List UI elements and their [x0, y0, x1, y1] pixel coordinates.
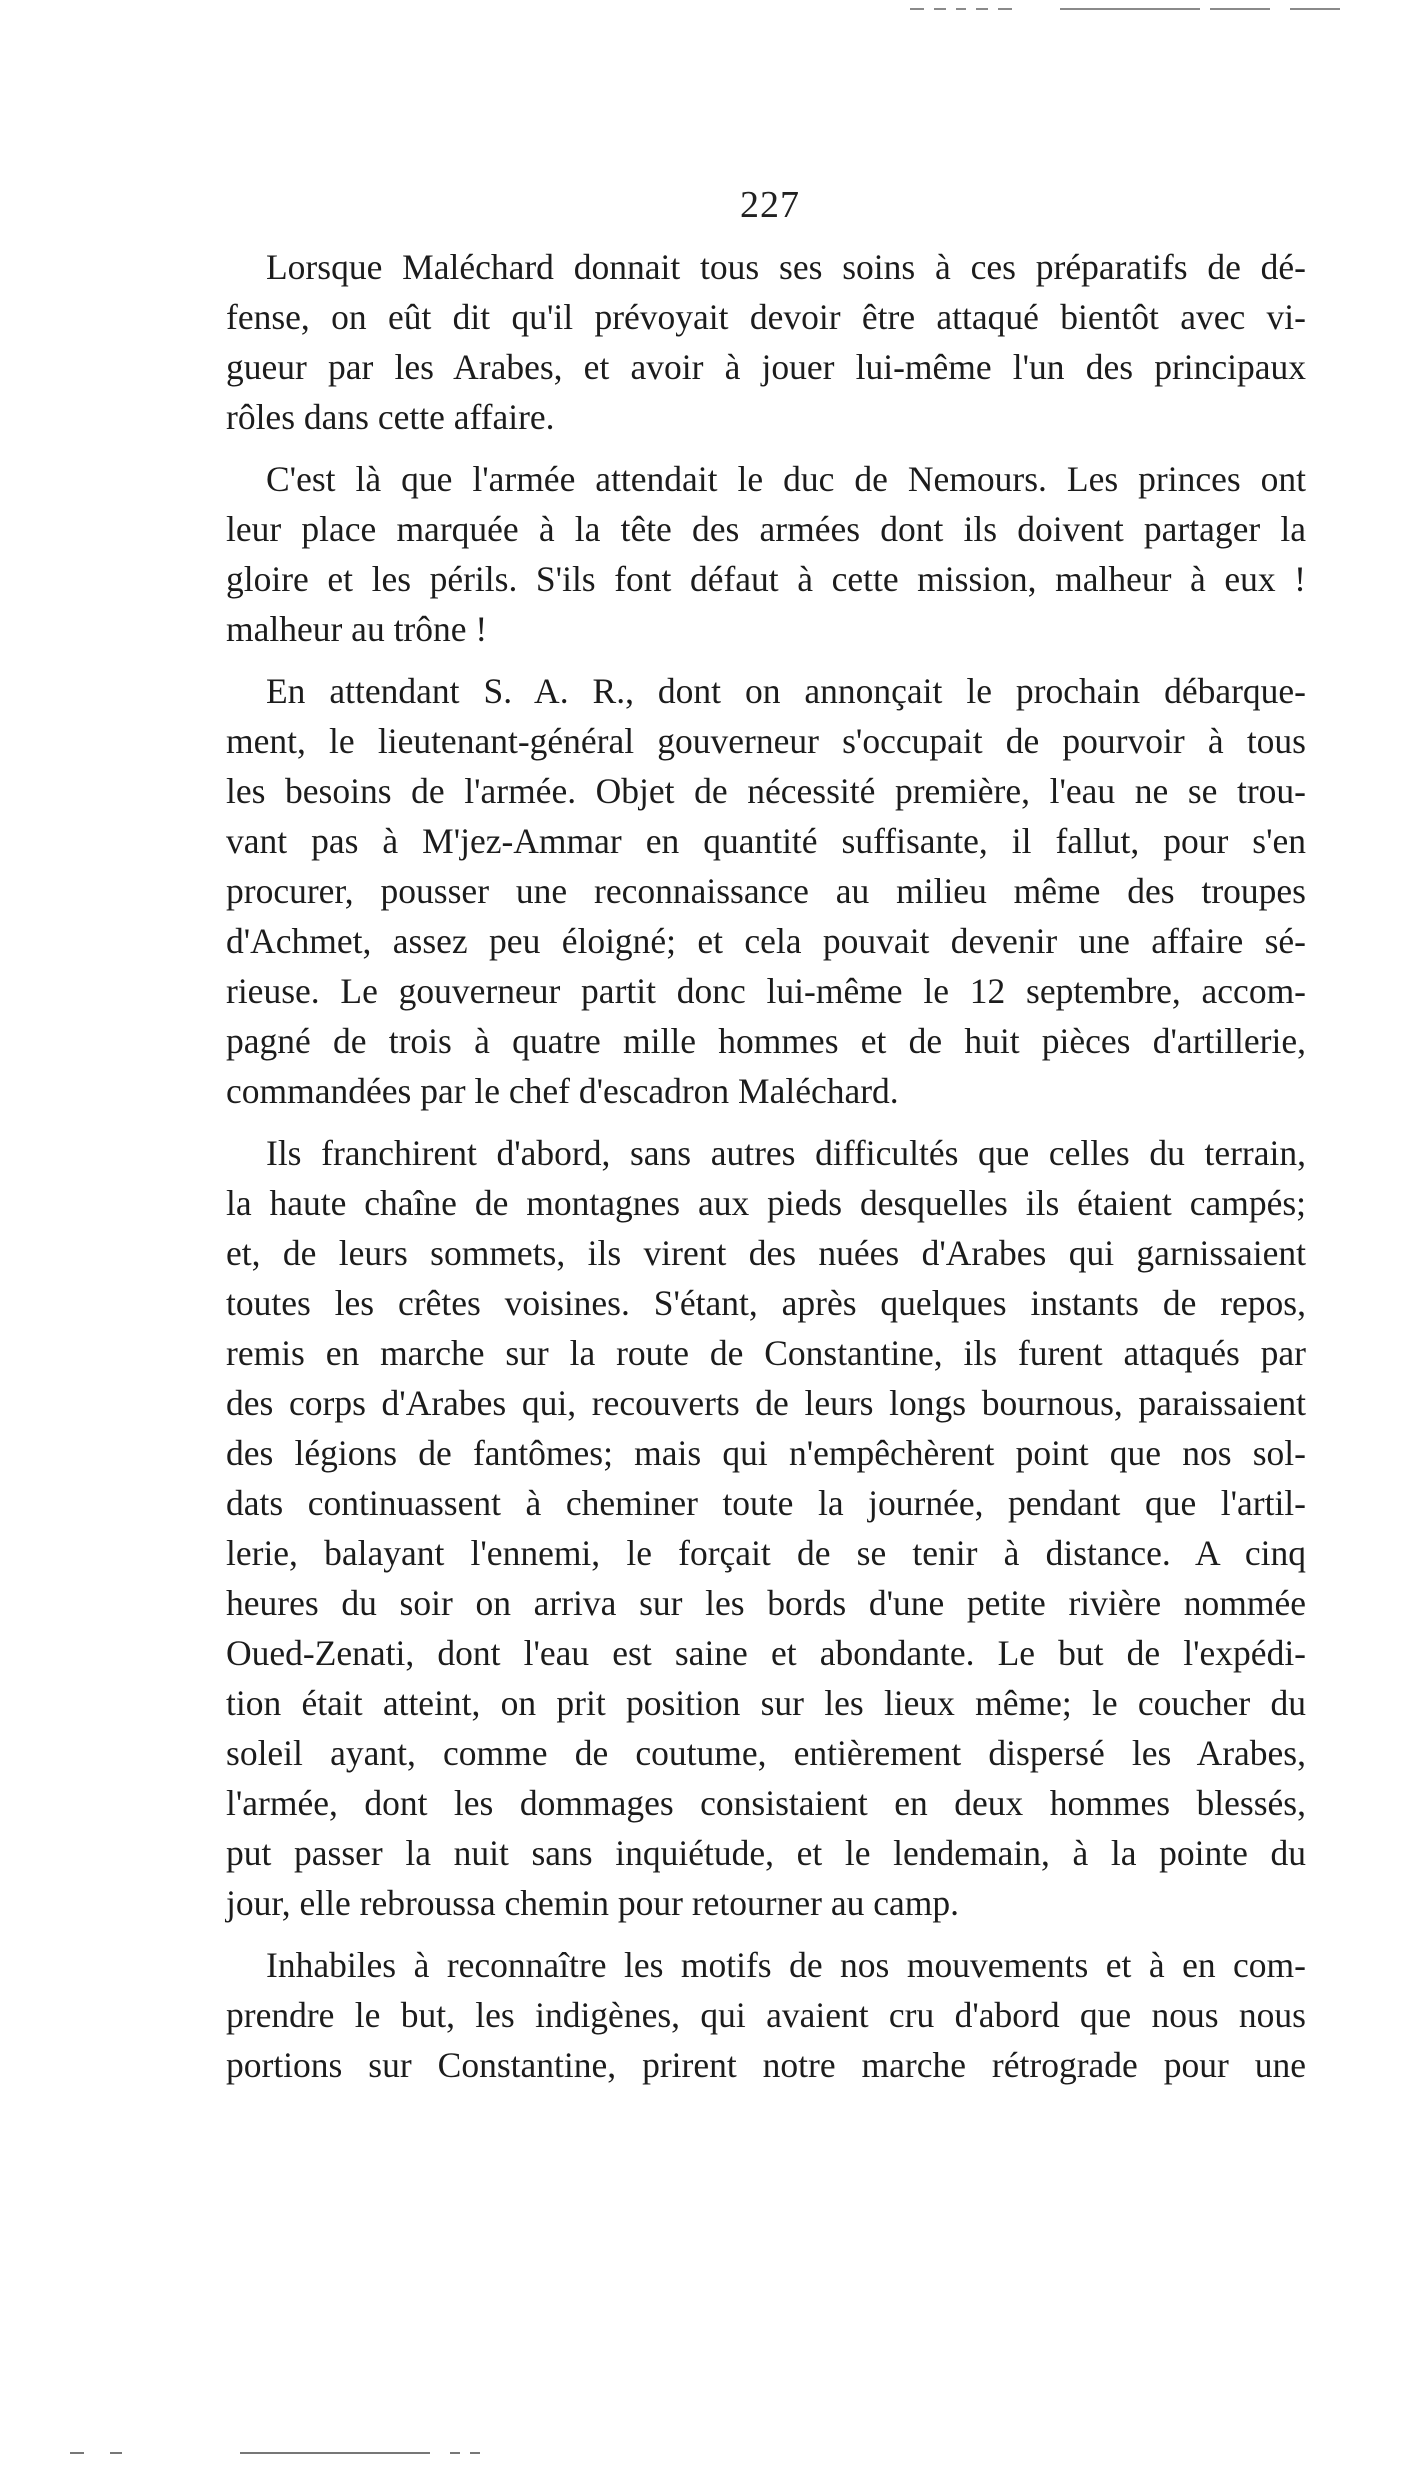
text-line: put passer la nuit sans inquiétude, et le lendemain, à la pointe du [226, 1833, 1306, 1873]
text-line: d'Achmet, assez peu éloigné; et cela pouvait devenir une affaire sé- [226, 921, 1306, 961]
paragraph [226, 666, 1306, 1116]
text-line: soleil ayant, comme de coutume, entièrement dispersé les Arabes, [226, 1733, 1306, 1773]
text-line: gueur par les Arabes, et avoir à jouer lui-même l'un des principaux [226, 347, 1306, 387]
text-line: ment, le lieutenant-général gouverneur s'occupait de pourvoir à tous [226, 721, 1306, 761]
text-line: prendre le but, les indigènes, qui avaient cru d'abord que nous nous [226, 1995, 1306, 2035]
page-number: 227 [740, 184, 800, 226]
text-line: portions sur Constantine, prirent notre marche rétrograde pour une [226, 2045, 1306, 2085]
text-line: gloire et les périls. S'ils font défaut à cette mission, malheur à eux ! [226, 559, 1306, 599]
text-line: les besoins de l'armée. Objet de nécessité première, l'eau ne se trou- [226, 771, 1306, 811]
text-line: toutes les crêtes voisines. S'étant, après quelques instants de repos, [226, 1283, 1306, 1323]
text-line: heures du soir on arriva sur les bords d'une petite rivière nommée [226, 1583, 1306, 1623]
paragraph [226, 1940, 1306, 2090]
text-line: jour, elle rebroussa chemin pour retourner au camp. [226, 1883, 959, 1923]
text-line: commandées par le chef d'escadron Maléchard. [226, 1071, 899, 1111]
text-line: dats continuassent à cheminer toute la journée, pendant que l'artil- [226, 1483, 1306, 1523]
text-line: l'armée, dont les dommages consistaient en deux hommes blessés, [226, 1783, 1306, 1823]
text-line: des légions de fantômes; mais qui n'empêchèrent point que nos sol- [226, 1433, 1306, 1473]
text-line: vant pas à M'jez-Ammar en quantité suffisante, il fallut, pour s'en [226, 821, 1306, 861]
text-line: rôles dans cette affaire. [226, 397, 555, 437]
text-line: des corps d'Arabes qui, recouverts de leurs longs bournous, paraissaient [226, 1383, 1306, 1423]
paragraph [226, 454, 1306, 654]
text-line: pagné de trois à quatre mille hommes et de huit pièces d'artillerie, [226, 1021, 1306, 1061]
text-line: Inhabiles à reconnaître les motifs de nos mouvements et à en com- [266, 1945, 1306, 1985]
text-line: malheur au trône ! [226, 609, 488, 649]
body-text [226, 242, 1306, 2102]
text-line: fense, on eût dit qu'il prévoyait devoir être attaqué bientôt avec vi- [226, 297, 1306, 337]
text-line: lerie, balayant l'ennemi, le forçait de se tenir à distance. A cinq [226, 1533, 1306, 1573]
paragraph [226, 1128, 1306, 1928]
text-line: Lorsque Maléchard donnait tous ses soins à ces préparatifs de dé- [266, 247, 1306, 287]
text-line: C'est là que l'armée attendait le duc de Nemours. Les princes ont [266, 459, 1306, 499]
text-line: leur place marquée à la tête des armées dont ils doivent partager la [226, 509, 1306, 549]
text-line: procurer, pousser une reconnaissance au milieu même des troupes [226, 871, 1306, 911]
text-line: En attendant S. A. R., dont on annonçait le prochain débarque- [266, 671, 1306, 711]
text-line: tion était atteint, on prit position sur les lieux même; le coucher du [226, 1683, 1306, 1723]
text-line: Oued-Zenati, dont l'eau est saine et abondante. Le but de l'expédi- [226, 1633, 1306, 1673]
text-line: Ils franchirent d'abord, sans autres difficultés que celles du terrain, [266, 1133, 1306, 1173]
bottom-edge-rules [70, 2452, 490, 2455]
text-line: rieuse. Le gouverneur partit donc lui-même le 12 septembre, accom- [226, 971, 1306, 1011]
paragraph [226, 242, 1306, 442]
text-line: remis en marche sur la route de Constantine, ils furent attaqués par [226, 1333, 1306, 1373]
text-line: et, de leurs sommets, ils virent des nuées d'Arabes qui garnissaient [226, 1233, 1306, 1273]
text-line: la haute chaîne de montagnes aux pieds desquelles ils étaient campés; [226, 1183, 1306, 1223]
top-edge-rules [910, 8, 1340, 12]
